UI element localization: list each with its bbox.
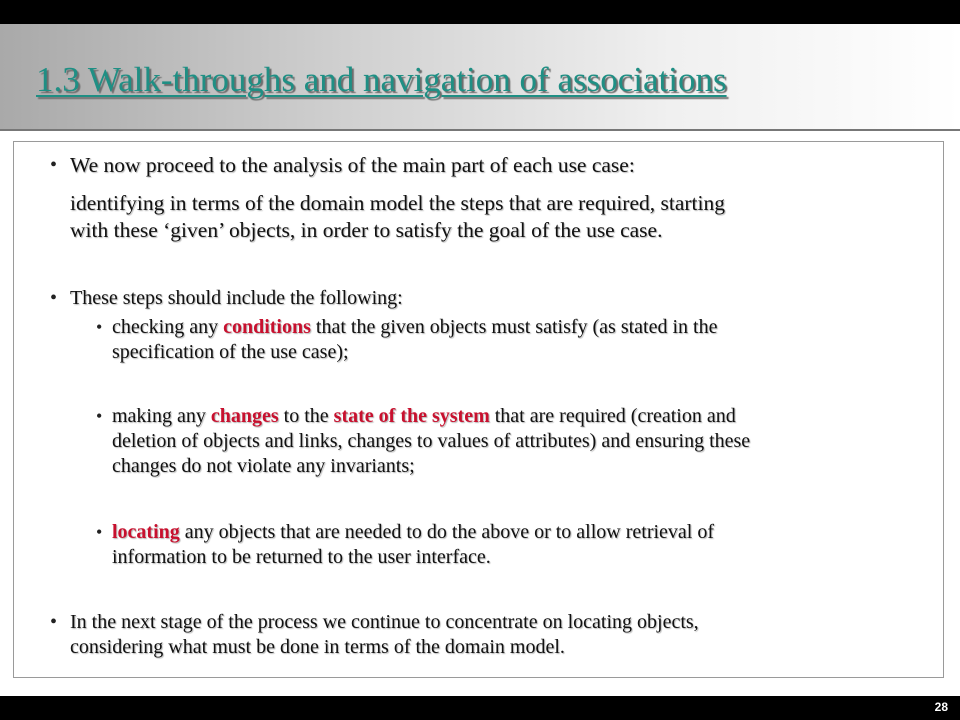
page-number: 28: [934, 700, 948, 714]
highlight-changes: changes: [210, 405, 279, 427]
paragraph-3-line-1: In the next stage of the process we continue to concentrate on locating objects,: [70, 611, 699, 633]
paragraph-1-line-1: We now proceed to the analysis of the main part of each use case:: [70, 153, 635, 177]
sub-bullet-2-line-3: changes do not violate any invariants;: [112, 455, 415, 477]
slide-title: 1.3 Walk-throughs and navigation of associations: [36, 60, 727, 99]
paragraph-1-line-2: identifying in terms of the domain model the steps that are required, starting: [70, 191, 725, 215]
bullet-icon: •: [50, 287, 58, 309]
paragraph-3-line-2: considering what must be done in terms of the domain model.: [70, 636, 565, 658]
highlight-locating: locating: [112, 521, 180, 543]
sub-bullet-icon: •: [96, 317, 103, 337]
highlight-conditions: conditions: [223, 316, 311, 338]
bottom-bar: [0, 696, 960, 720]
paragraph-1-line-3: with these ‘given’ objects, in order to satisfy the goal of the use case.: [70, 218, 663, 242]
bullet-icon: •: [50, 611, 58, 633]
paragraph-2: These steps should include the following:: [70, 287, 403, 309]
sub-bullet-icon: •: [96, 406, 103, 426]
sub-bullet-1-line-2: specification of the use case);: [112, 341, 349, 363]
sub-bullet-1-line-1: checking any conditions that the given objects must satisfy (as stated in the: [112, 316, 718, 338]
sub-bullet-3-line-2: information to be returned to the user interface.: [112, 546, 491, 568]
highlight-state-of-system: state of the system: [333, 405, 490, 427]
sub-bullet-2-line-1: making any changes to the state of the system that are required (creation and: [112, 405, 736, 427]
top-bar: [0, 0, 960, 24]
sub-bullet-icon: •: [96, 522, 103, 542]
sub-bullet-2-line-2: deletion of objects and links, changes to values of attributes) and ensuring these: [112, 430, 751, 452]
bullet-icon: •: [50, 154, 58, 176]
sub-bullet-3-line-1: locating any objects that are needed to do the above or to allow retrieval of: [112, 521, 715, 543]
title-divider: [0, 129, 960, 131]
